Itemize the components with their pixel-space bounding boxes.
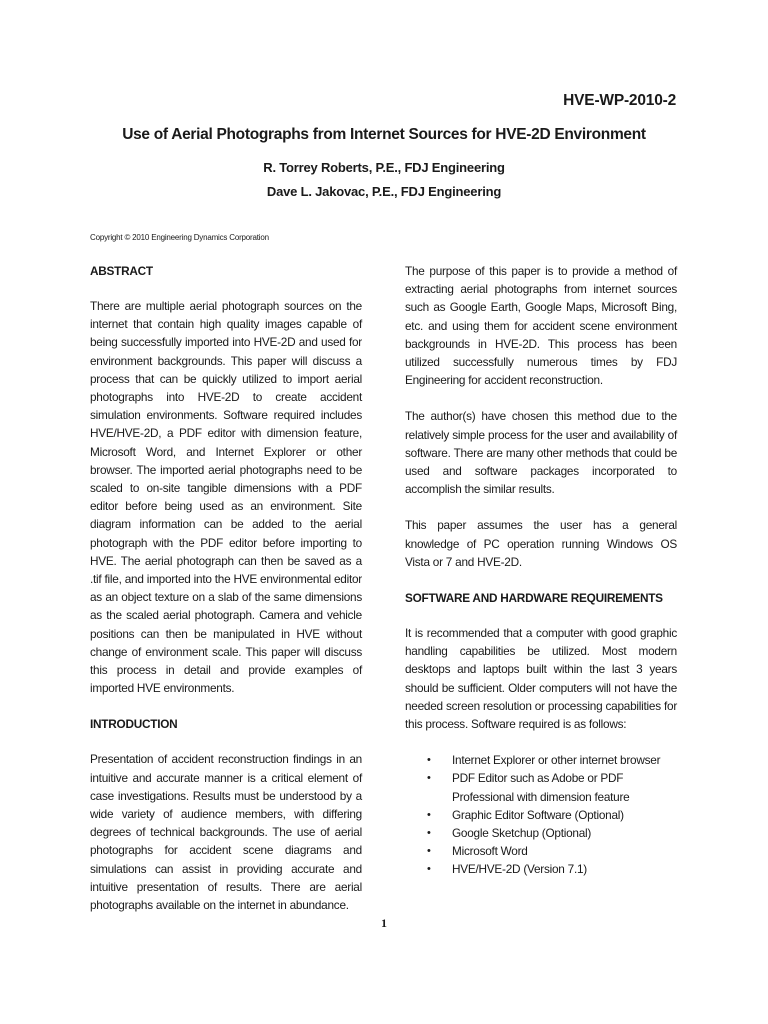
bullet-icon: •: [427, 845, 431, 858]
author-1: R. Torrey Roberts, P.E., FDJ Engineering: [263, 160, 505, 175]
method-choice-paragraph: The author(s) have chosen this method due to the relatively simple process for the user and availability of software. There are many other methods that could be used and software packages incorporated to accomplish the similar results.: [405, 409, 677, 497]
assumptions-paragraph: This paper assumes the user has a general knowledge of PC operation running Windows OS Vista or 7 and HVE-2D.: [405, 518, 677, 569]
bullet-icon: •: [427, 772, 431, 785]
list-item: [427, 806, 677, 824]
list-item: [427, 842, 677, 860]
list-item-text: Internet Explorer or other internet browser: [452, 753, 661, 768]
introduction-paragraph: Presentation of accident reconstruction findings in an intuitive and accurate manner is a critical element of case investigations. Results must be understood by a wide variety of audience members, with differing degrees of technical backgrounds. The use of aerial photographs for accident scene diagrams and simulations can assist in providing accurate and intuitive presentation of results. There are aerial photographs available on the internet in abundance.: [90, 752, 362, 913]
bullet-icon: •: [427, 808, 431, 821]
right-column: [405, 262, 677, 879]
software-list: [405, 751, 677, 878]
requirements-paragraph: It is recommended that a computer with good graphic handling capabilities be utilized. Most modern desktops and laptops built within the last 3 years should be sufficient. Older computers will not have the needed screen resolution or processing capabilities for this process. Software required is as follows:: [405, 626, 677, 732]
list-item: [427, 824, 677, 842]
abstract-paragraph: There are multiple aerial photograph sources on the internet that contain high quality images capable of being successfully imported into HVE-2D and used for environment backgrounds. This paper will discuss a process that can be quickly utilized to import aerial photographs into HVE-2D to create accident simulation environments. Software required includes HVE/HVE-2D, a PDF editor with dimension feature, Microsoft Word, and Internet Explorer or other browser. The imported aerial photographs need to be scaled to on-site tangible dimensions with a PDF editor before being used as an environment. Site diagram information can be added to the aerial photograph with the PDF editor before importing to HVE. The aerial photograph can then be saved as a .tif file, and imported into the HVE environmental editor as an object texture on a slab of the same dimensions as the scaled aerial photograph. Camera and vehicle positions can then be manipulated in HVE without change of environment scale. This paper will discuss this process in detail and provide examples of imported HVE environments.: [90, 299, 362, 696]
page-number: 1: [381, 916, 387, 930]
bullet-icon: •: [427, 754, 431, 767]
requirements-heading: SOFTWARE AND HARDWARE REQUIREMENTS: [405, 591, 663, 606]
list-item: [427, 751, 677, 769]
paper-title: Use of Aerial Photographs from Internet Sources for HVE-2D Environment: [122, 126, 646, 143]
introduction-heading: INTRODUCTION: [90, 717, 178, 732]
list-item-text: Microsoft Word: [452, 844, 528, 859]
purpose-paragraph: The purpose of this paper is to provide a method of extracting aerial photographs from internet sources such as Google Earth, Google Maps, Microsoft Bing, etc. and using them for accident scene environment backgrounds in HVE-2D. This process has been utilized successfully numerous times by FDJ Engineering for accident reconstruction.: [405, 264, 677, 388]
list-item-text: PDF Editor such as Adobe or PDF Professional with dimension feature: [452, 771, 630, 804]
list-item-text: HVE/HVE-2D (Version 7.1): [452, 862, 587, 877]
document-id: HVE-WP-2010-2: [563, 92, 676, 109]
left-column: [90, 262, 362, 932]
bullet-icon: •: [427, 863, 431, 876]
copyright-notice: Copyright © 2010 Engineering Dynamics Corporation: [90, 233, 269, 242]
list-item-text: Graphic Editor Software (Optional): [452, 807, 624, 822]
author-2: Dave L. Jakovac, P.E., FDJ Engineering: [266, 184, 502, 199]
list-item: [427, 860, 677, 878]
abstract-heading: ABSTRACT: [90, 264, 153, 278]
list-item-text: Google Sketchup (Optional): [452, 826, 592, 841]
list-item: [427, 769, 677, 805]
bullet-icon: •: [427, 827, 431, 840]
